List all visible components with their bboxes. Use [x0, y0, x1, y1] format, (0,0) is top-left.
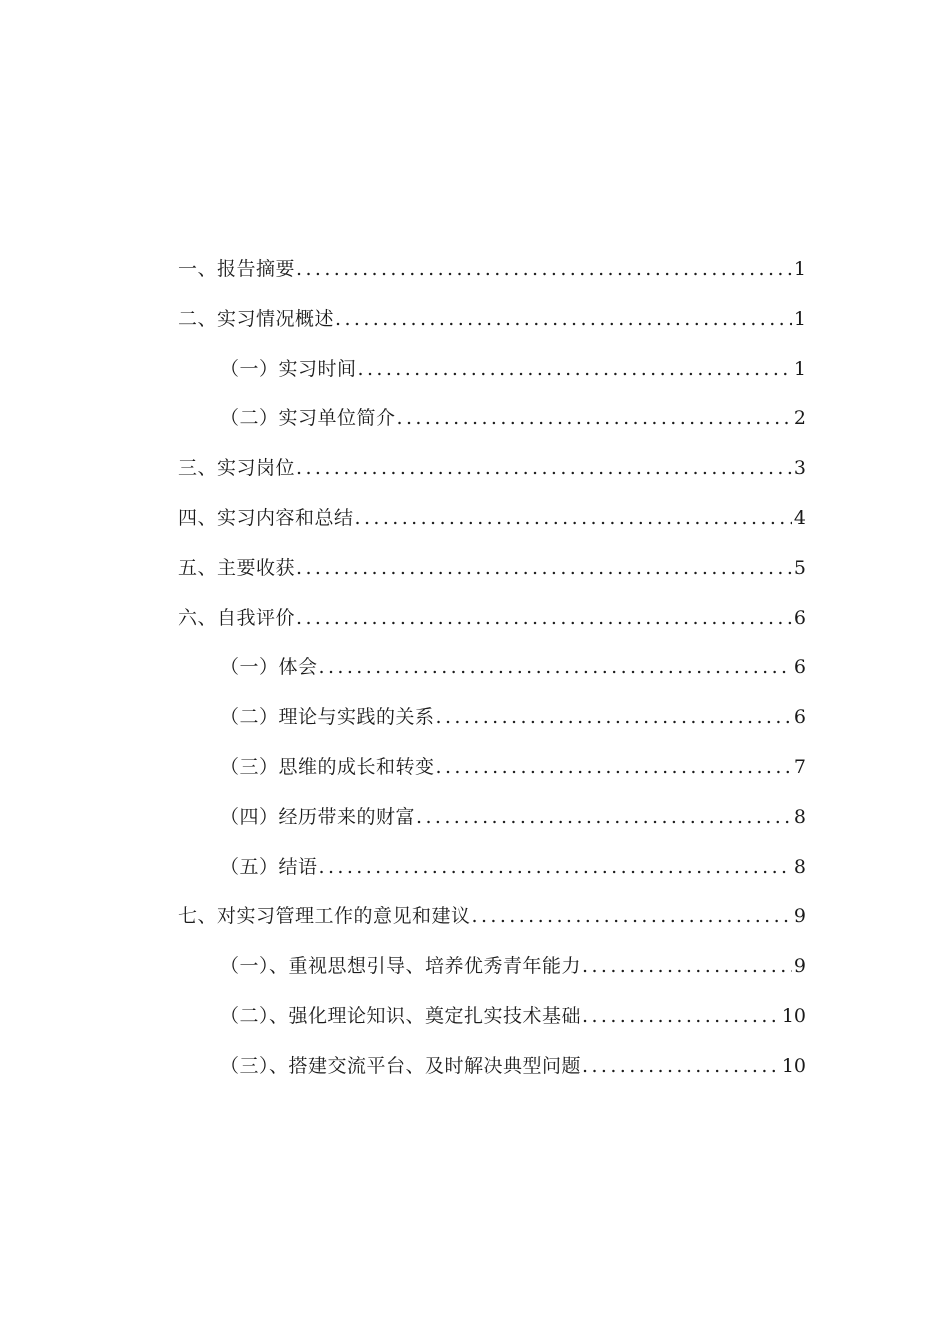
toc-entry-page: 9: [793, 905, 806, 928]
toc-entry-title: （一）体会: [220, 656, 318, 679]
table-of-contents: [178, 245, 806, 1092]
toc-subentry[interactable]: [178, 843, 806, 893]
toc-dot-leader: [296, 444, 792, 494]
toc-entry-title: （一）实习时间: [220, 357, 357, 380]
toc-entry-page: 5: [793, 556, 806, 579]
toc-entry-page: 7: [793, 755, 806, 778]
toc-entry[interactable]: [178, 594, 806, 644]
toc-dot-leader: [296, 544, 792, 594]
toc-dot-leader: [436, 743, 792, 793]
toc-entry[interactable]: [178, 295, 806, 345]
toc-dot-leader: [397, 394, 792, 444]
toc-dot-leader: [582, 942, 792, 992]
toc-entry-page: 4: [793, 506, 806, 529]
toc-subentry[interactable]: [178, 643, 806, 693]
toc-dot-leader: [582, 992, 780, 1042]
toc-entry[interactable]: [178, 494, 806, 544]
toc-entry-title: 四、实习内容和总结: [178, 506, 354, 529]
toc-entry-title: 一、报告摘要: [178, 258, 296, 280]
toc-subentry[interactable]: [178, 793, 806, 843]
toc-entry-title: （一）、重视思想引导、培养优秀青年能力: [220, 955, 582, 978]
toc-entry-page: 1: [793, 307, 806, 330]
toc-dot-leader: [319, 643, 792, 693]
toc-entry-title: （二）实习单位简介: [220, 407, 396, 430]
toc-entry-title: （四）经历带来的财富: [220, 805, 416, 828]
toc-dot-leader: [472, 892, 792, 942]
toc-entry-page: 6: [793, 656, 806, 679]
toc-entry-page: 8: [793, 805, 806, 828]
toc-dot-leader: [296, 594, 792, 644]
toc-entry-title: 二、实习情况概述: [178, 307, 335, 330]
toc-entry-page: 6: [793, 606, 806, 629]
toc-subentry[interactable]: [178, 743, 806, 793]
toc-entry-title: （三）、搭建交流平台、及时解决典型问题: [220, 1054, 582, 1077]
toc-entry-page: 9: [793, 955, 806, 978]
toc-entry-title: 七、对实习管理工作的意见和建议: [178, 905, 471, 928]
toc-subentry[interactable]: [178, 345, 806, 395]
toc-dot-leader: [416, 793, 792, 843]
toc-entry[interactable]: [178, 245, 806, 295]
toc-entry[interactable]: [178, 544, 806, 594]
toc-dot-leader: [296, 245, 792, 295]
toc-dot-leader: [582, 1042, 780, 1092]
toc-entry-page: 3: [793, 457, 806, 480]
toc-subentry[interactable]: [178, 1042, 806, 1092]
toc-entry-page: 10: [781, 1004, 806, 1027]
toc-dot-leader: [319, 843, 792, 893]
toc-entry[interactable]: [178, 892, 806, 942]
toc-entry-page: 10: [781, 1054, 806, 1077]
toc-subentry[interactable]: [178, 394, 806, 444]
toc-entry-title: 六、自我评价: [178, 606, 296, 629]
toc-subentry[interactable]: [178, 992, 806, 1042]
toc-entry-page: 8: [793, 855, 806, 878]
toc-subentry[interactable]: [178, 942, 806, 992]
toc-entry-page: 1: [793, 258, 806, 280]
toc-entry-page: 1: [793, 357, 806, 380]
toc-dot-leader: [358, 345, 792, 395]
toc-entry-title: 三、实习岗位: [178, 457, 296, 480]
toc-dot-leader: [335, 295, 792, 345]
toc-entry-title: （二）、强化理论知识、奠定扎实技术基础: [220, 1004, 582, 1027]
toc-entry-title: 五、主要收获: [178, 556, 296, 579]
toc-entry-title: （五）结语: [220, 855, 318, 878]
toc-entry-title: （三）思维的成长和转变: [220, 755, 435, 778]
toc-entry-title: （二）理论与实践的关系: [220, 706, 435, 729]
toc-entry-page: 2: [793, 407, 806, 430]
toc-entry-page: 6: [793, 706, 806, 729]
toc-subentry[interactable]: [178, 693, 806, 743]
toc-dot-leader: [355, 494, 792, 544]
toc-entry[interactable]: [178, 444, 806, 494]
toc-dot-leader: [436, 693, 792, 743]
